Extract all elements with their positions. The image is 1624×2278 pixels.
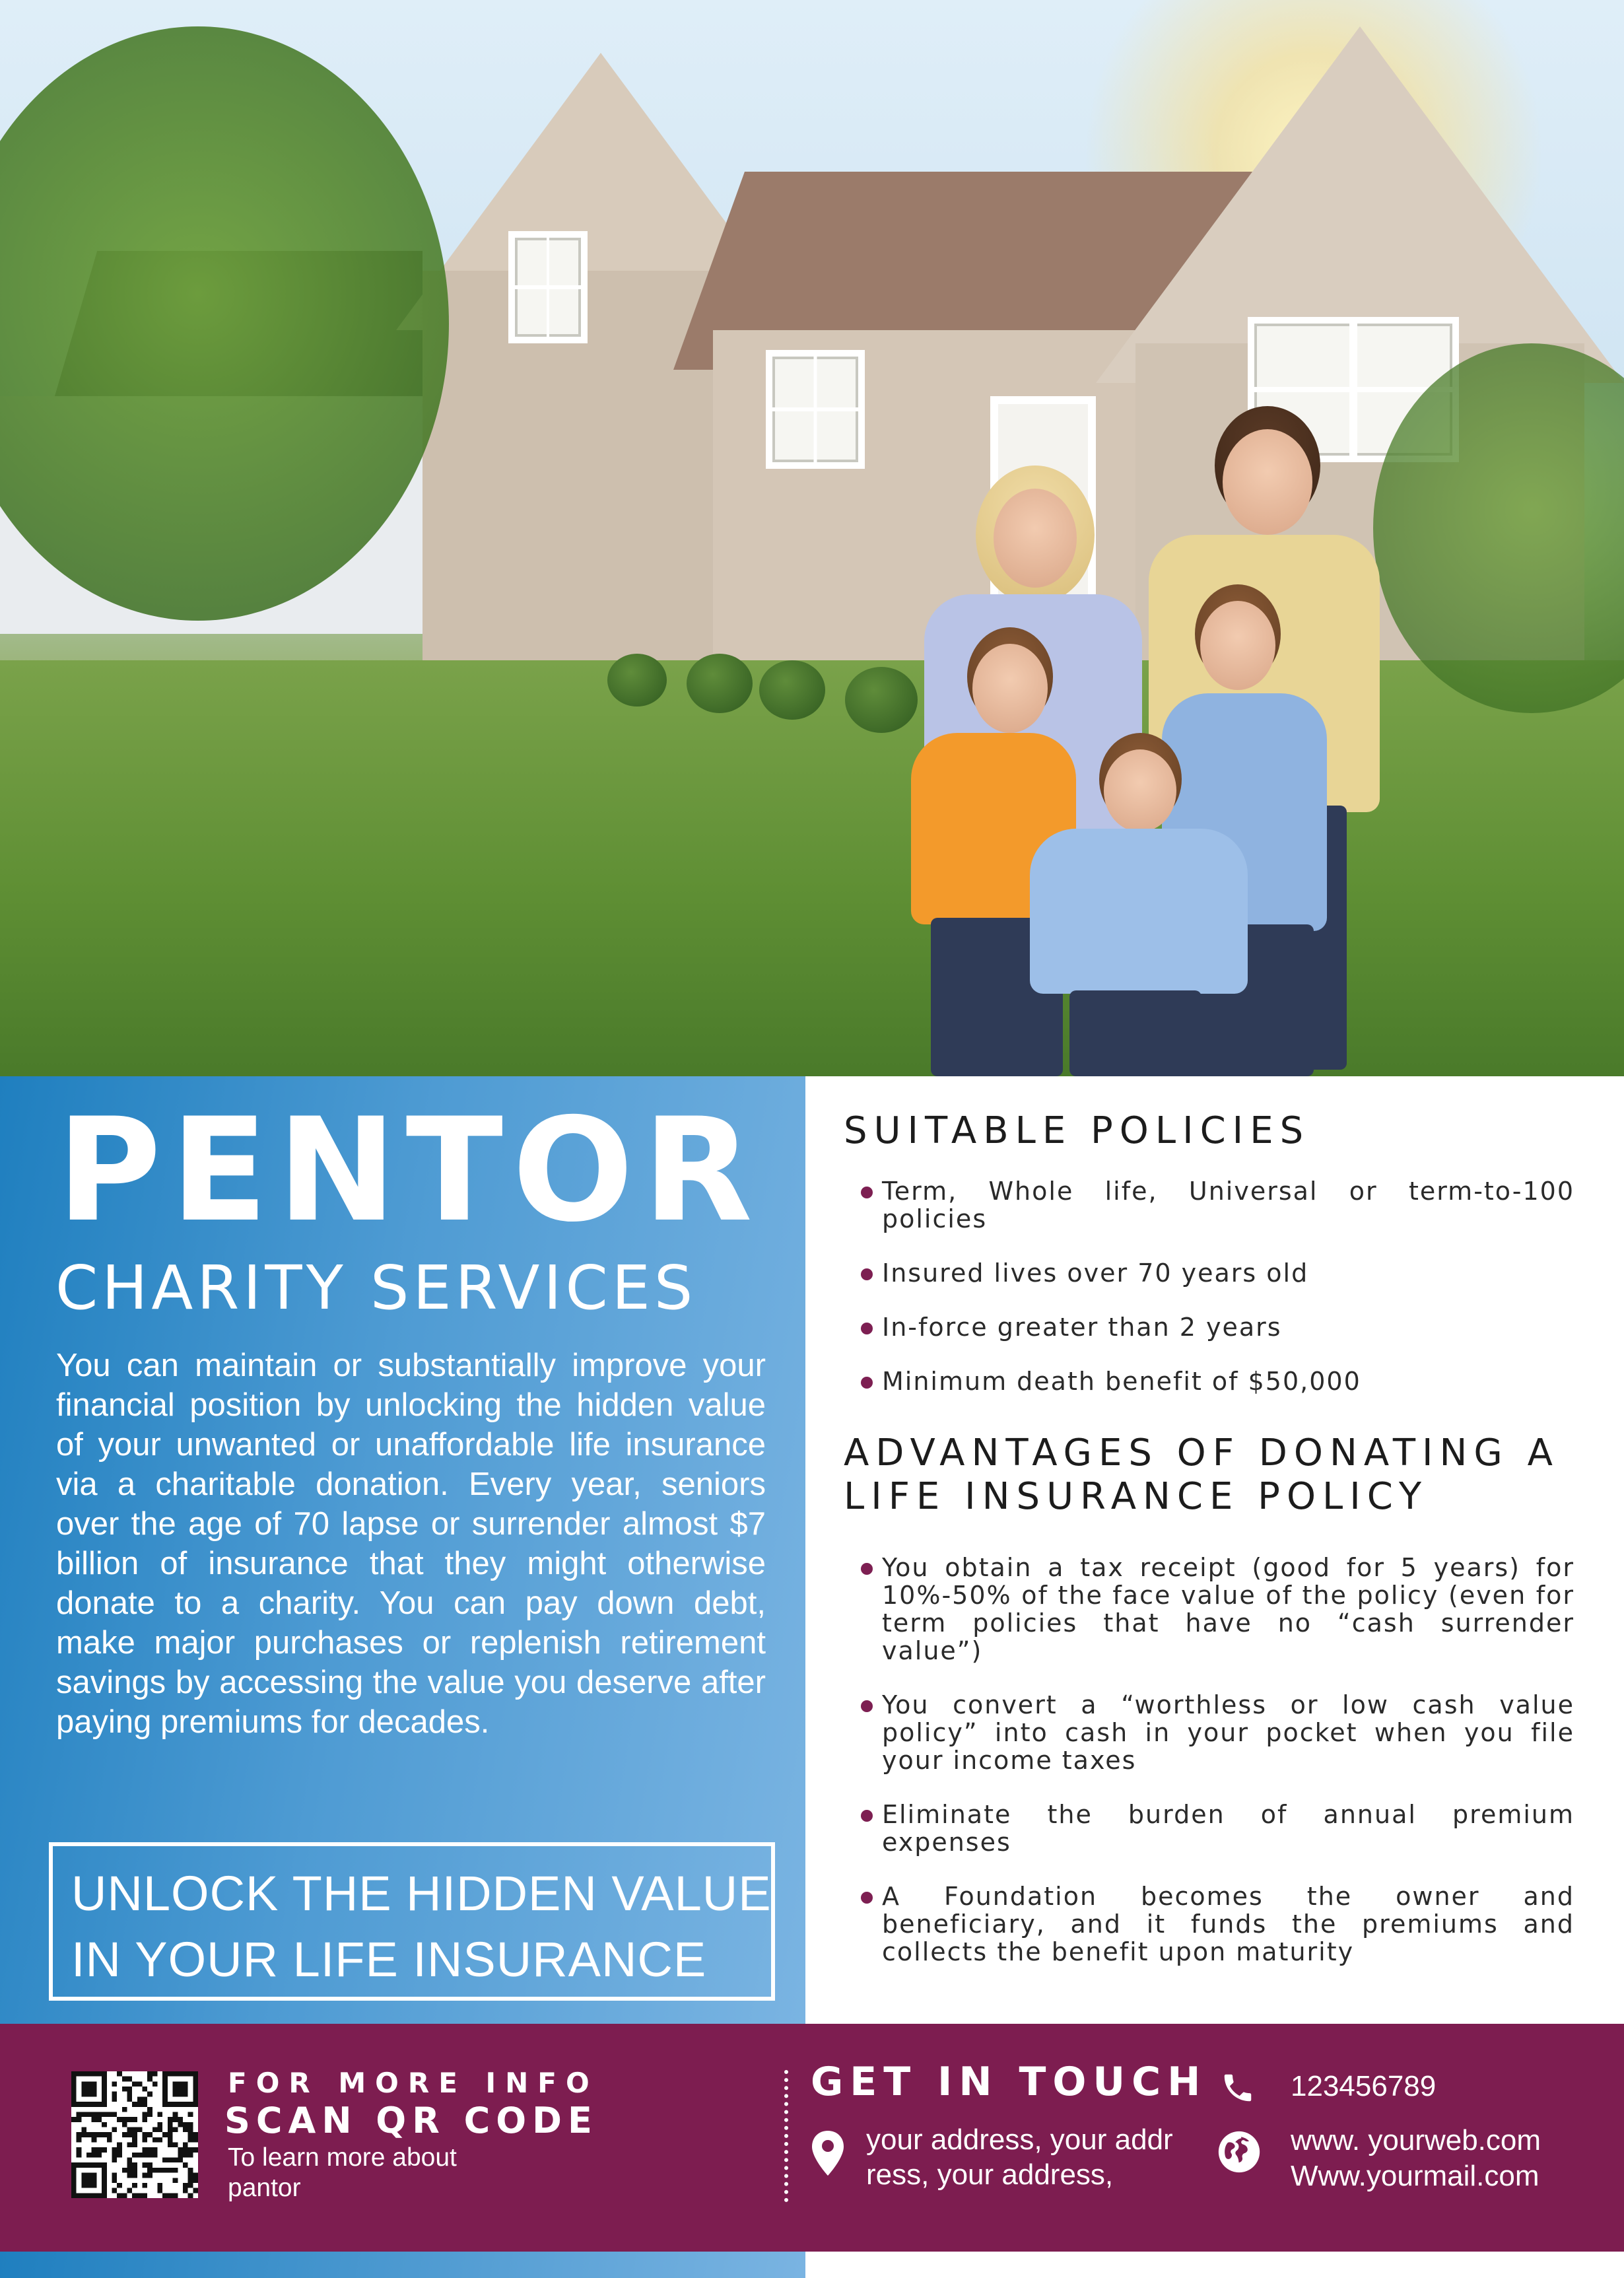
- list-item: Term, Whole life, Universal or term-to-100 policies: [858, 1177, 1574, 1233]
- advantages-list: [858, 1554, 1574, 1966]
- brand-subtitle: CHARITY SERVICES: [55, 1253, 697, 1323]
- advantages-heading: ADVANTAGES OF DONATING A LIFE INSURANCE POLICY: [844, 1432, 1559, 1518]
- bottom-accent-strip: [0, 2252, 805, 2278]
- bullet-icon: [861, 1323, 873, 1334]
- address-line-2: ress, your address,: [866, 2158, 1114, 2191]
- lawn: [0, 660, 1624, 1076]
- qr-code[interactable]: [71, 2071, 198, 2198]
- list-item: In-force greater than 2 years: [858, 1313, 1574, 1341]
- bullet-icon: [861, 1563, 873, 1575]
- phone-number[interactable]: 123456789: [1291, 2070, 1437, 2102]
- cta-box: [49, 1842, 775, 2001]
- bullet-icon: [861, 1268, 873, 1280]
- email-link[interactable]: Www.yourmail.com: [1291, 2160, 1539, 2192]
- shrub: [759, 660, 825, 720]
- learn-more-text: To learn more about pantor: [228, 2143, 457, 2202]
- list-item: Insured lives over 70 years old: [858, 1259, 1574, 1287]
- list-item: You obtain a tax receipt (good for 5 years) for 10%-50% of the face value of the policy (even for term policies that have no “cash surrender value”): [858, 1554, 1574, 1665]
- globe-icon: [1217, 2129, 1262, 2174]
- address-line-1: your address, your addr: [866, 2123, 1173, 2156]
- suitable-policies-heading: SUITABLE POLICIES: [844, 1109, 1310, 1152]
- bullet-icon: [861, 1700, 873, 1712]
- location-pin-icon: [811, 2129, 845, 2177]
- bullet-icon: [861, 1892, 873, 1904]
- house-window: [508, 231, 588, 343]
- shrub: [845, 667, 918, 733]
- list-item: A Foundation becomes the owner and beneficiary, and it funds the premiums and collects the benefit upon maturity: [858, 1882, 1574, 1966]
- bullet-icon: [861, 1810, 873, 1822]
- qr-code-graphic: [71, 2071, 198, 2198]
- cta-line-1: UNLOCK THE HIDDEN VALUE: [71, 1866, 772, 1921]
- cta-line-2: IN YOUR LIFE INSURANCE: [71, 1932, 707, 1987]
- footer-divider: [784, 2070, 788, 2202]
- hero-photo: [0, 0, 1624, 1076]
- bullet-icon: [861, 1377, 873, 1389]
- list-item: Minimum death benefit of $50,000: [858, 1367, 1574, 1395]
- more-info-label: FOR MORE INFO: [228, 2067, 599, 2099]
- bullet-icon: [861, 1187, 873, 1198]
- intro-paragraph: You can maintain or substantially improve your financial position by unlocking the hidden value of your unwanted or unaffordable life insurance via a charitable donation. Every year, seniors over the age of 70 lapse or surrender almost $7 billion of insurance that they might otherwise donate to a charity. You can pay down debt, make major purchases or replenish retirement savings by accessing the value you deserve after paying premiums for decades.: [56, 1348, 766, 1740]
- brand-title: PENTOR: [57, 1087, 762, 1253]
- list-item: You convert a “worthless or low cash value policy” into cash in your pocket when you file your income taxes: [858, 1691, 1574, 1774]
- phone-icon: [1220, 2070, 1256, 2106]
- get-in-touch-heading: GET IN TOUCH: [811, 2059, 1207, 2105]
- house-window: [766, 350, 865, 469]
- shrub: [607, 654, 667, 707]
- suitable-policies-list: [858, 1177, 1574, 1395]
- website-link[interactable]: www. yourweb.com: [1291, 2124, 1541, 2157]
- list-item: Eliminate the burden of annual premium expenses: [858, 1801, 1574, 1856]
- shrub: [687, 654, 753, 713]
- scan-qr-label: SCAN QR CODE: [224, 2100, 598, 2141]
